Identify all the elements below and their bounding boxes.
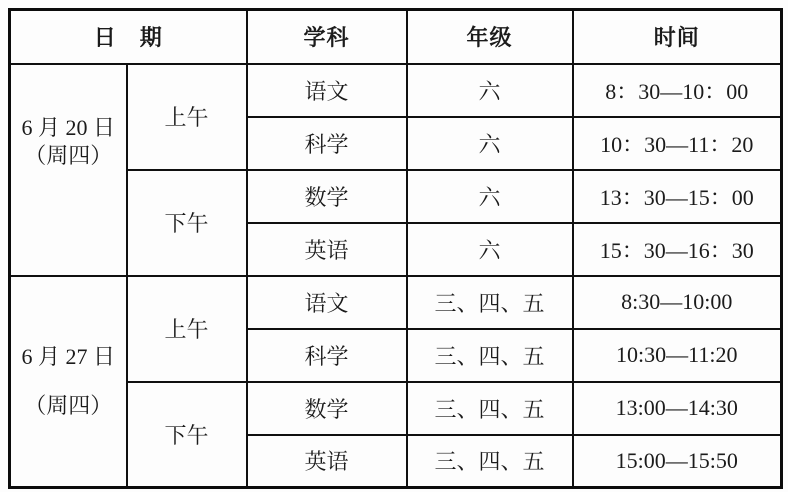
header-grade: 年级 <box>407 10 573 64</box>
grade-cell: 六 <box>407 170 573 223</box>
subject-cell: 语文 <box>247 276 407 329</box>
grade-cell: 六 <box>407 223 573 276</box>
time-cell: 13：30—15：00 <box>573 170 782 223</box>
session-cell-pm: 下午 <box>127 170 247 276</box>
table-row <box>10 276 782 329</box>
date-line2: （周四） <box>24 142 113 168</box>
subject-cell: 数学 <box>247 382 407 435</box>
session-cell-am: 上午 <box>127 64 247 170</box>
subject-cell: 英语 <box>247 435 407 488</box>
grade-cell: 三、四、五 <box>407 382 573 435</box>
time-cell: 15：30—16：30 <box>573 223 782 276</box>
time-cell: 10：30—11：20 <box>573 117 782 170</box>
time-cell: 13:00—14:30 <box>573 382 782 435</box>
session-cell-am: 上午 <box>127 276 247 382</box>
exam-schedule-table <box>8 8 783 489</box>
grade-cell: 三、四、五 <box>407 276 573 329</box>
table-row <box>10 64 782 117</box>
time-cell: 15:00—15:50 <box>573 435 782 488</box>
grade-cell: 六 <box>407 117 573 170</box>
subject-cell: 科学 <box>247 329 407 382</box>
table-header-row <box>10 10 782 64</box>
date-cell-jun27 <box>10 276 127 488</box>
grade-cell: 三、四、五 <box>407 435 573 488</box>
time-cell: 10:30—11:20 <box>573 329 782 382</box>
date-line2: （周四） <box>24 393 113 419</box>
date-cell-jun20 <box>10 64 127 276</box>
header-subject: 学科 <box>247 10 407 64</box>
grade-cell: 六 <box>407 64 573 117</box>
grade-cell: 三、四、五 <box>407 329 573 382</box>
time-cell: 8:30—10:00 <box>573 276 782 329</box>
session-cell-pm: 下午 <box>127 382 247 488</box>
subject-cell: 数学 <box>247 170 407 223</box>
subject-cell: 科学 <box>247 117 407 170</box>
date-line1: 6 月 27 日 <box>21 343 115 369</box>
header-time: 时间 <box>573 10 782 64</box>
date-line1: 6 月 20 日 <box>21 115 115 140</box>
header-date: 日 期 <box>10 10 247 64</box>
subject-cell: 英语 <box>247 223 407 276</box>
time-cell: 8：30—10：00 <box>573 64 782 117</box>
subject-cell: 语文 <box>247 64 407 117</box>
